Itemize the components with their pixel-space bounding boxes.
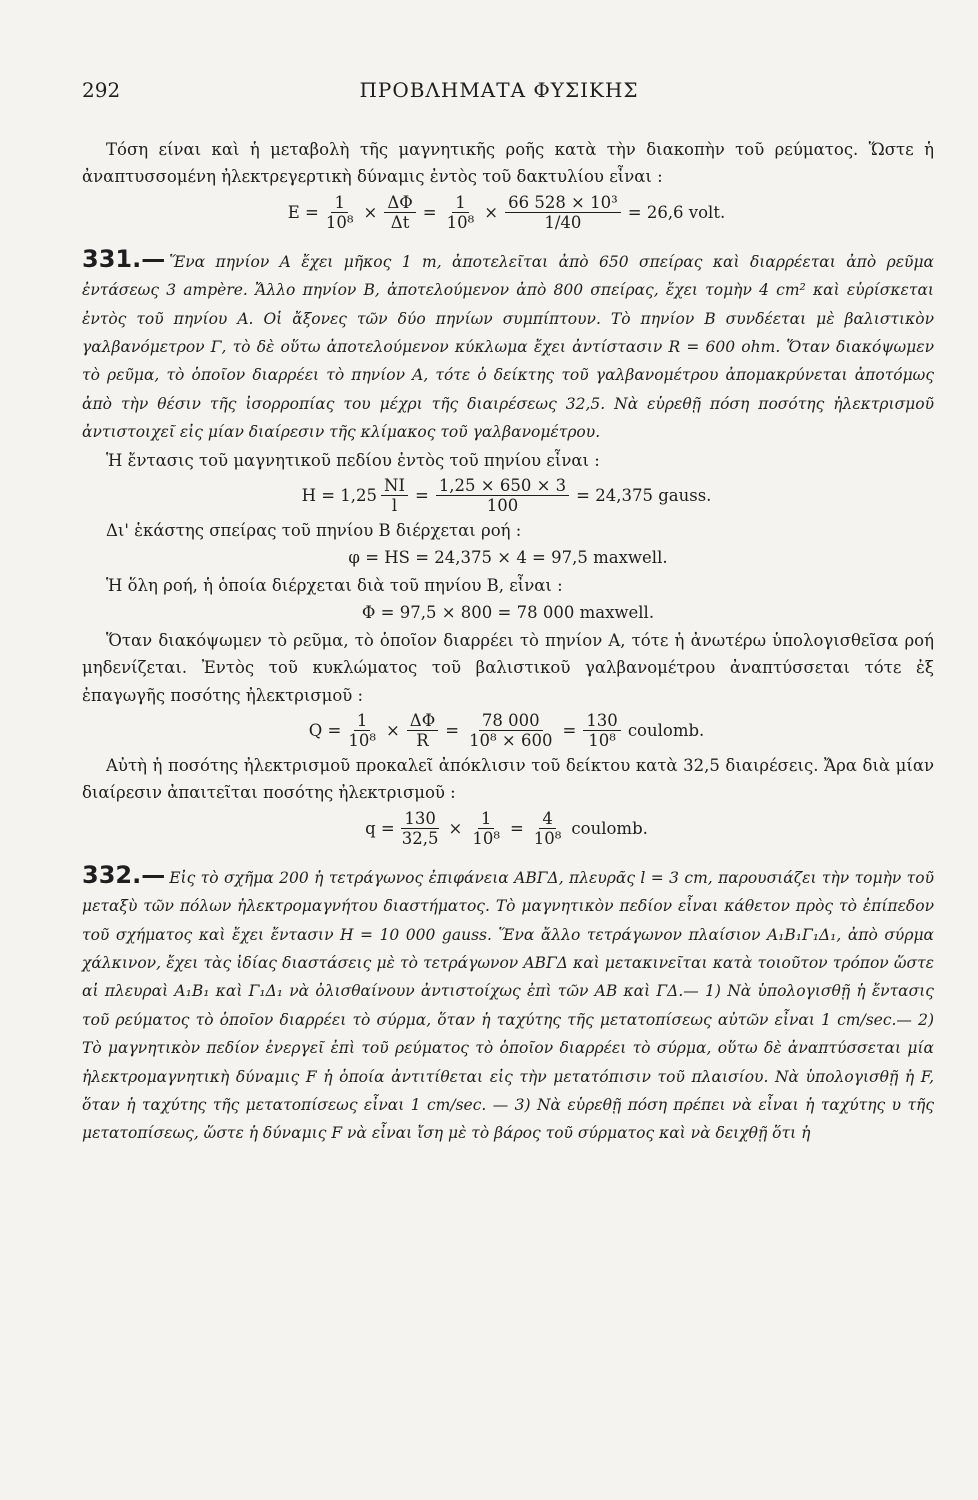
charge-per-division-equation: q = $\frac{130}{32,5}$ × $\frac{1}{\text{10⁸}}$ = $\frac{4}{\text{10⁸}}$ coulomb.: [365, 808, 648, 848]
charge-equation: Q = $\frac{1}{\text{10⁸}}$ × $\frac{\Delta\Phi}{R}$ = $\frac{78 000}{\text{10⁸ × 600}}$ = $\frac{130}{\text{10⁸}}$ coulomb.: [308, 710, 705, 750]
problem-332-statement: [82, 862, 934, 1148]
field-equation: H = 1,25 $\frac{NI}{l}$ = $\frac{1,25 \times 650 \times 3}{100}$ = 24,375 gauss.: [301, 476, 712, 516]
p331-step-2: Δι' ἑκάστης σπείρας τοῦ πηνίου Β διέρχεται ροή :: [106, 521, 522, 541]
running-title: ΠΡΟΒΛΗΜΑΤΑ ΦΥΣΙΚΗΣ: [359, 78, 639, 102]
emf-lhs: E =: [287, 202, 319, 222]
emf-frac-2: $\frac{\Delta\Phi}{\Delta t}$: [384, 193, 415, 232]
page-number: 292: [82, 78, 121, 102]
p331-step-5: Αὐτὴ ἡ ποσότης ἠλεκτρισμοῦ προκαλεῖ ἀπόκλισιν τοῦ δείκτου κατὰ 32,5 διαιρέσεις. Ἄρα διὰ μίαν διαίρεσιν ἀπαιτεῖται ποσότης ἠλεκτρισμοῦ :: [82, 755, 934, 803]
problem-332-number: 332.—: [82, 860, 166, 889]
flux-per-turn-equation: φ = HS = 24,375 × 4 = 97,5 maxwell.: [348, 548, 668, 568]
page-body: [82, 136, 934, 1148]
problem-332-text: Εἰς τὸ σχῆμα 200 ἡ τετράγωνος ἐπιφάνεια ΑΒΓΔ, πλευρᾶς l = 3 cm, παρουσιάζει τὴν τομὴν τοῦ μεταξὺ τῶν πόλων ἠλεκτρομαγνήτου διαστήματος. Τὸ μαγνητικὸν πεδίον εἶναι κάθετον πρὸς τὸ ἐπίπεδον τοῦ σχήματος καὶ ἔχει ἔντασιν H = 10 000 gauss. Ἕνα ἄλλο τετράγωνον πλαίσιον Α₁Β₁Γ₁Δ₁, ἀπὸ σύρμα χάλκινον, ἔχει τὰς ἰδίας διαστάσεις μὲ τὸ τετράγωνον ΑΒΓΔ καὶ μετακινεῖται κατὰ τοιοῦτον τρόπον ὥστε αἱ πλευραὶ Α₁Β₁ καὶ Γ₁Δ₁ νὰ ὀλισθαίνουν ἀντιστοίχως ἐπὶ τῶν ΑΒ καὶ ΓΔ.— 1) Νὰ ὑπολογισθῇ ἡ ἔντασις τοῦ ρεύματος τὸ ὁποῖον διαρρέει τὸ σύρμα, ὅταν ἡ ταχύτης τῆς μετατοπίσεως αὐτῶν εἶναι 1 cm/sec.— 2) Τὸ μαγνητικὸν πεδίον ἐνεργεῖ ἐπὶ τοῦ ρεύματος τὸ ὁποῖον διαρρέει τὸ σύρμα, οὕτω δὲ ἀναπτύσσεται μία ἠλεκτρομαγνητικὴ δύναμις F ἡ ὁποία ἀντιτίθεται εἰς τὴν μετατόπισιν τοῦ πλαισίου. Νὰ ὑπολογισθῇ ἡ F, ὅταν ἡ ταχύτης τῆς μετατοπίσεως εἶναι 1 cm/sec. — 3) Νὰ εὑρεθῇ πόση πρέπει νὰ εἶναι ἡ ταχύτης υ τῆς μετατοπίσεως, ὥστε ἡ δύναμις F νὰ εἶναι ἴση μὲ τὸ βάρος τοῦ σύρματος καὶ νὰ δειχθῇ ὅτι ἡ: [82, 868, 934, 1143]
emf-equation: E = $\frac{1}{\text{10⁸}}$ × $\frac{\Delta\Phi}{\Delta t}$ = $\frac{1}{\text{10⁸}}$ × $\frac{\text{66 528 × 10³}}{1/40}$ = 26,6 volt.: [287, 192, 726, 232]
emf-frac-1: $\frac{1}{\text{10⁸}}$: [325, 192, 354, 232]
emf-frac-3: $\frac{1}{\text{10⁸}}$: [446, 192, 475, 232]
page-header: [82, 78, 916, 112]
problem-331-number: 331.—: [82, 244, 166, 273]
problem-331-text: Ἕνα πηνίον Α ἔχει μῆκος 1 m, ἀποτελεῖται ἀπὸ 650 σπείρας καὶ διαρρέεται ἀπὸ ρεῦμα ἐντάσεως 3 ampère. Ἄλλο πηνίον Β, ἀποτελούμενον ἀπὸ 800 σπείρας, ἔχει τομὴν 4 cm² καὶ εὑρίσκεται ἐντὸς τοῦ πηνίου Α. Οἱ ἄξονες τῶν δύο πηνίων συμπίπτουν. Τὸ πηνίον Β συνδέεται μὲ βαλιστικὸν γαλβανόμετρον Γ, τὸ δὲ οὕτω ἀποτελούμενον κύκλωμα ἔχει ἀντίστασιν R = 600 ohm. Ὅταν διακόψωμεν τὸ ρεῦμα, τὸ ὁποῖον διαρρέει τὸ πηνίον Α, τότε ὁ δείκτης τοῦ γαλβανομέτρου ἀπομακρύνεται ἀποτόμως ἀπὸ τὴν θέσιν τῆς ἰσορροπίας του μέχρι τῆς διαιρέσεως 32,5. Νὰ εὑρεθῇ πόση ποσότης ἠλεκτρισμοῦ ἀντιστοιχεῖ εἰς μίαν διαίρεσιν τῆς κλίμακος τοῦ γαλβανομέτρου.: [82, 252, 934, 442]
emf-frac-4: $\frac{\text{66 528 × 10³}}{1/40}$: [505, 193, 621, 232]
total-flux-equation: Φ = 97,5 × 800 = 78 000 maxwell.: [361, 603, 655, 623]
problem-331-statement: [82, 246, 934, 447]
p331-step-1: Ἡ ἔντασις τοῦ μαγνητικοῦ πεδίου ἐντὸς τοῦ πηνίου εἶναι :: [106, 450, 600, 470]
emf-result: = 26,6 volt.: [627, 202, 726, 222]
p331-step-3: Ἡ ὅλη ροή, ἡ ὁποία διέρχεται διὰ τοῦ πηνίου Β, εἶναι :: [106, 575, 563, 595]
intro-paragraph: Τόση είναι καὶ ἡ μεταβολὴ τῆς μαγνητικῆς ροῆς κατὰ τὴν διακοπὴν τοῦ ρεύματος. Ὥστε ἡ ἀναπτυσσομένη ἠλεκτρεγερτικὴ δύναμις ἐντὸς τοῦ δακτυλίου εἶναι :: [82, 140, 934, 187]
p331-step-4: Ὅταν διακόψωμεν τὸ ρεῦμα, τὸ ὁποῖον διαρρέει τὸ πηνίον Α, τότε ἡ ἀνωτέρω ὑπολογισθεῖσα ροή μηδενίζεται. Ἐντὸς τοῦ κυκλώματος τοῦ βαλιστικοῦ γαλβανομέτρου ἀναπτύσσεται τότε ἐξ ἐπαγωγῆς ποσότης ἠλεκτρισμοῦ :: [82, 630, 934, 705]
